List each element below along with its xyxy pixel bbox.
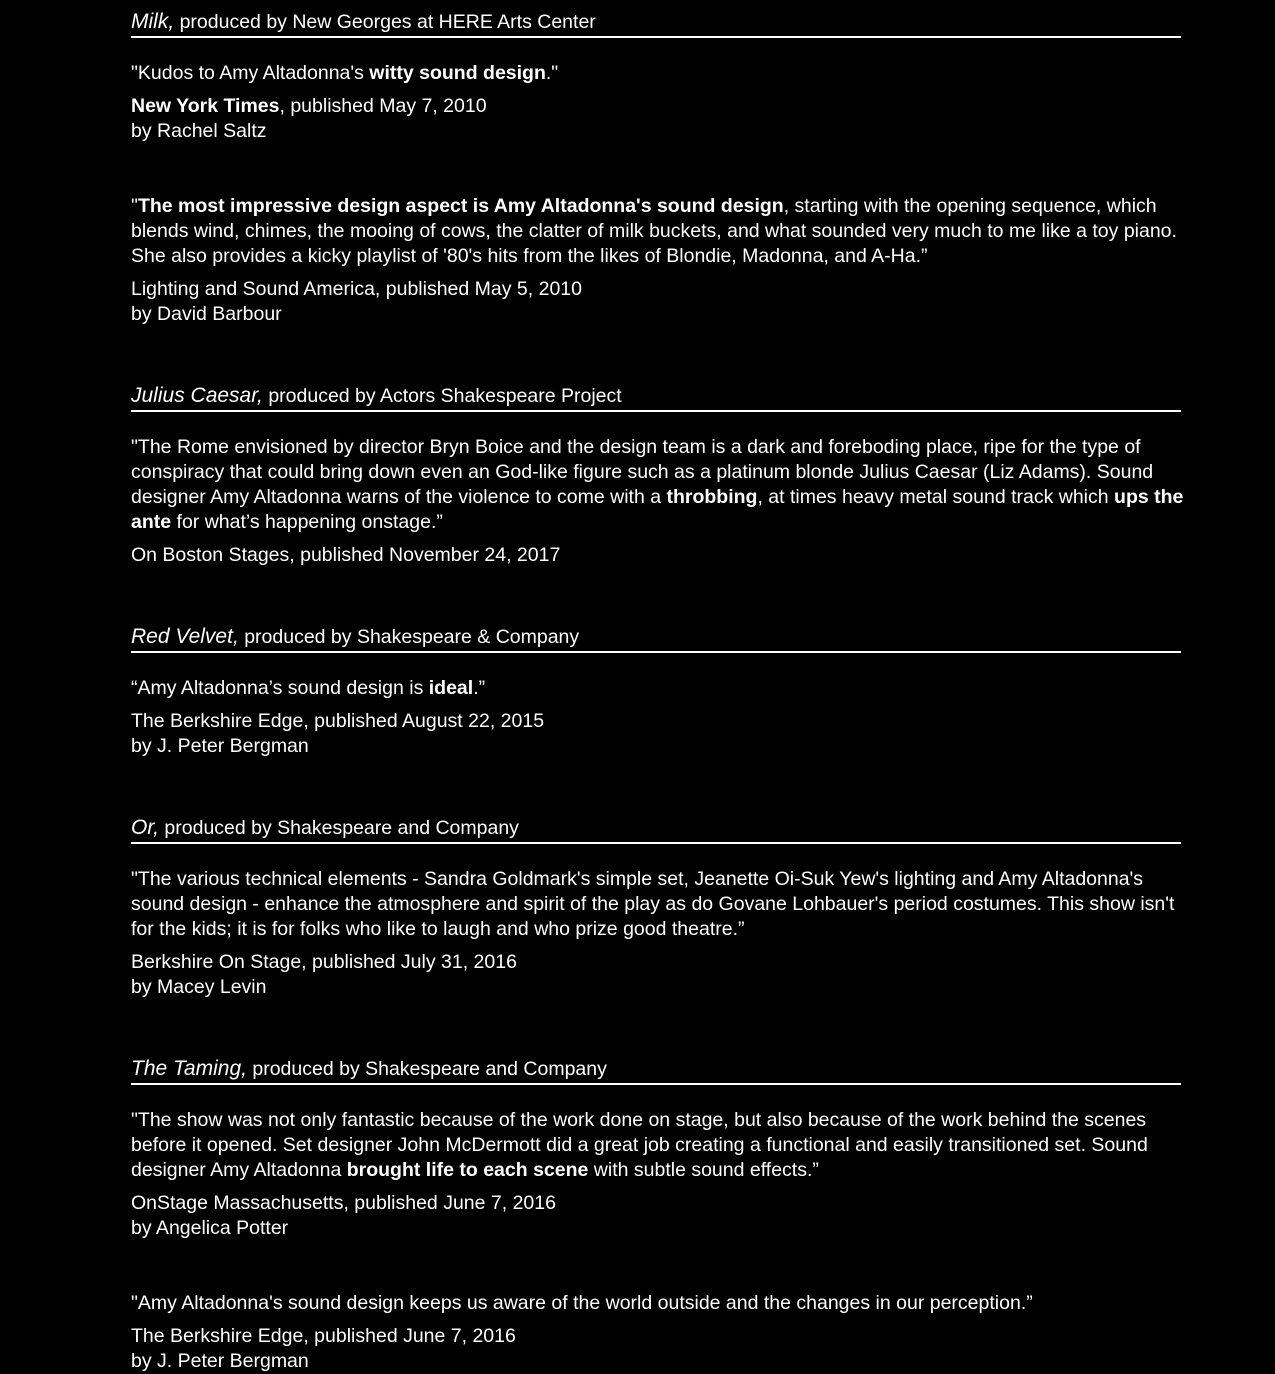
review-source	[131, 709, 1195, 734]
review-quote	[131, 1291, 1195, 1316]
quote-text: , at times heavy metal sound track which	[757, 486, 1115, 508]
review-quote	[131, 61, 1195, 86]
quote-emphasis: The most impressive design aspect is Amy Altadonna's sound design	[137, 195, 784, 217]
publication-name: On Boston Stages	[131, 544, 290, 566]
section-spacer	[131, 759, 1195, 814]
production-heading	[131, 8, 1181, 38]
production-heading	[131, 1055, 1181, 1085]
production-producer: produced by Shakespeare and Company	[246, 1058, 607, 1080]
production-section	[131, 8, 1195, 327]
review-quote	[131, 676, 1195, 701]
quote-text: , starting with the opening sequence, which blends wind, chimes, the mooing of cows, the clatter of milk buckets, and what sounded very much to me like a toy piano. She also provides a kicky playlist of '80's hits from the likes of Blondie, Madonna, and A-Ha.”	[131, 195, 1177, 267]
quote-emphasis: witty sound design	[369, 62, 546, 84]
production-title: The Taming,	[131, 1057, 247, 1080]
publication-date: , published August 22, 2015	[303, 710, 545, 732]
quote-text: "Kudos to Amy Altadonna's	[131, 62, 370, 84]
publication-date: , published November 24, 2017	[289, 544, 561, 566]
review-quote	[131, 1108, 1195, 1183]
production-title: Milk,	[131, 10, 175, 33]
publication-date: , published July 31, 2016	[301, 951, 517, 973]
quote-text: .”	[473, 677, 486, 699]
review-source	[131, 94, 1195, 119]
review-source	[131, 1324, 1195, 1349]
review-quote	[131, 194, 1195, 269]
quote-text: "The various technical elements - Sandra Goldmark's simple set, Jeanette Oi-Suk Yew's lighting and Amy Altadonna's sound design - enhance the atmosphere and spirit of the play as do Govane Lohbauer's period costumes. This show isn't for the kids; it is for folks who like to laugh and who prize good theatre.”	[131, 868, 1175, 940]
section-spacer	[131, 327, 1195, 382]
quote-text: ."	[545, 62, 559, 84]
quote-text: “Amy Altadonna’s sound design is	[131, 677, 429, 699]
publication-date: , published June 7, 2016	[343, 1192, 556, 1214]
quote-emphasis: brought life to each scene	[346, 1159, 589, 1181]
production-section	[131, 382, 1195, 568]
review-source	[131, 950, 1195, 975]
production-producer: produced by Actors Shakespeare Project	[262, 385, 622, 407]
review-author: by Rachel Saltz	[131, 120, 267, 142]
production-section	[131, 814, 1195, 1000]
production-producer: produced by Shakespeare and Company	[159, 817, 519, 839]
review-source	[131, 543, 1195, 568]
production-title: Red Velvet,	[131, 625, 239, 648]
quote-text: with subtle sound effects.”	[588, 1159, 819, 1181]
production-heading	[131, 382, 1181, 412]
production-producer: produced by Shakespeare & Company	[238, 626, 580, 648]
review-author: by Angelica Potter	[131, 1217, 289, 1239]
publication-name: The Berkshire Edge	[131, 710, 304, 732]
production-section	[131, 1055, 1195, 1374]
publication-name: The Berkshire Edge	[131, 1325, 304, 1347]
production-heading	[131, 814, 1181, 844]
review-quote	[131, 867, 1195, 942]
quote-text: for what’s happening onstage.”	[171, 511, 443, 533]
production-producer: produced by New Georges at HERE Arts Center	[174, 11, 596, 33]
production-title: Or,	[131, 816, 160, 839]
review-quote	[131, 435, 1195, 535]
review-author: by J. Peter Bergman	[131, 1350, 309, 1372]
quote-emphasis: ups the ante	[131, 486, 1184, 533]
press-content	[131, 8, 1195, 1374]
section-spacer	[131, 568, 1195, 623]
publication-name: Lighting and Sound America	[131, 278, 375, 300]
production-heading	[131, 623, 1181, 653]
review-author: by David Barbour	[131, 303, 282, 325]
production-title: Julius Caesar,	[131, 384, 263, 407]
quote-text: "Amy Altadonna's sound design keeps us aware of the world outside and the changes in our perception.”	[131, 1292, 1033, 1314]
quote-text: "The show was not only fantastic because of the work done on stage, but also because of the work behind the scenes before it opened. Set designer John McDermott did a great job creating a functional and easily transitioned set. Sound designer Amy Altadonna	[131, 1109, 1148, 1181]
review-source	[131, 277, 1195, 302]
section-spacer	[131, 1000, 1195, 1055]
quote-text: "The Rome envisioned by director Bryn Boice and the design team is a dark and foreboding place, ripe for the type of conspiracy that could bring down even an God-like figure such as a platinum blonde Julius Caesar (Liz Adams). Sound designer Amy Altadonna warns of the violence to come with a	[131, 436, 1154, 508]
publication-name: Berkshire On Stage	[131, 951, 302, 973]
publication-date: , published May 7, 2010	[279, 95, 487, 117]
publication-date: , published June 7, 2016	[303, 1325, 516, 1347]
review-spacer	[131, 144, 1195, 171]
review-author: by J. Peter Bergman	[131, 735, 309, 757]
review-source	[131, 1191, 1195, 1216]
publication-name: OnStage Massachusetts	[131, 1192, 344, 1214]
review-author: by Macey Levin	[131, 976, 267, 998]
review-spacer	[131, 1241, 1195, 1268]
publication-date: , published May 5, 2010	[374, 278, 582, 300]
quote-emphasis: ideal	[428, 677, 474, 699]
quote-emphasis: throbbing	[666, 486, 758, 508]
publication-name: New York Times	[131, 95, 280, 117]
production-section	[131, 623, 1195, 759]
quote-text: "	[131, 195, 138, 217]
